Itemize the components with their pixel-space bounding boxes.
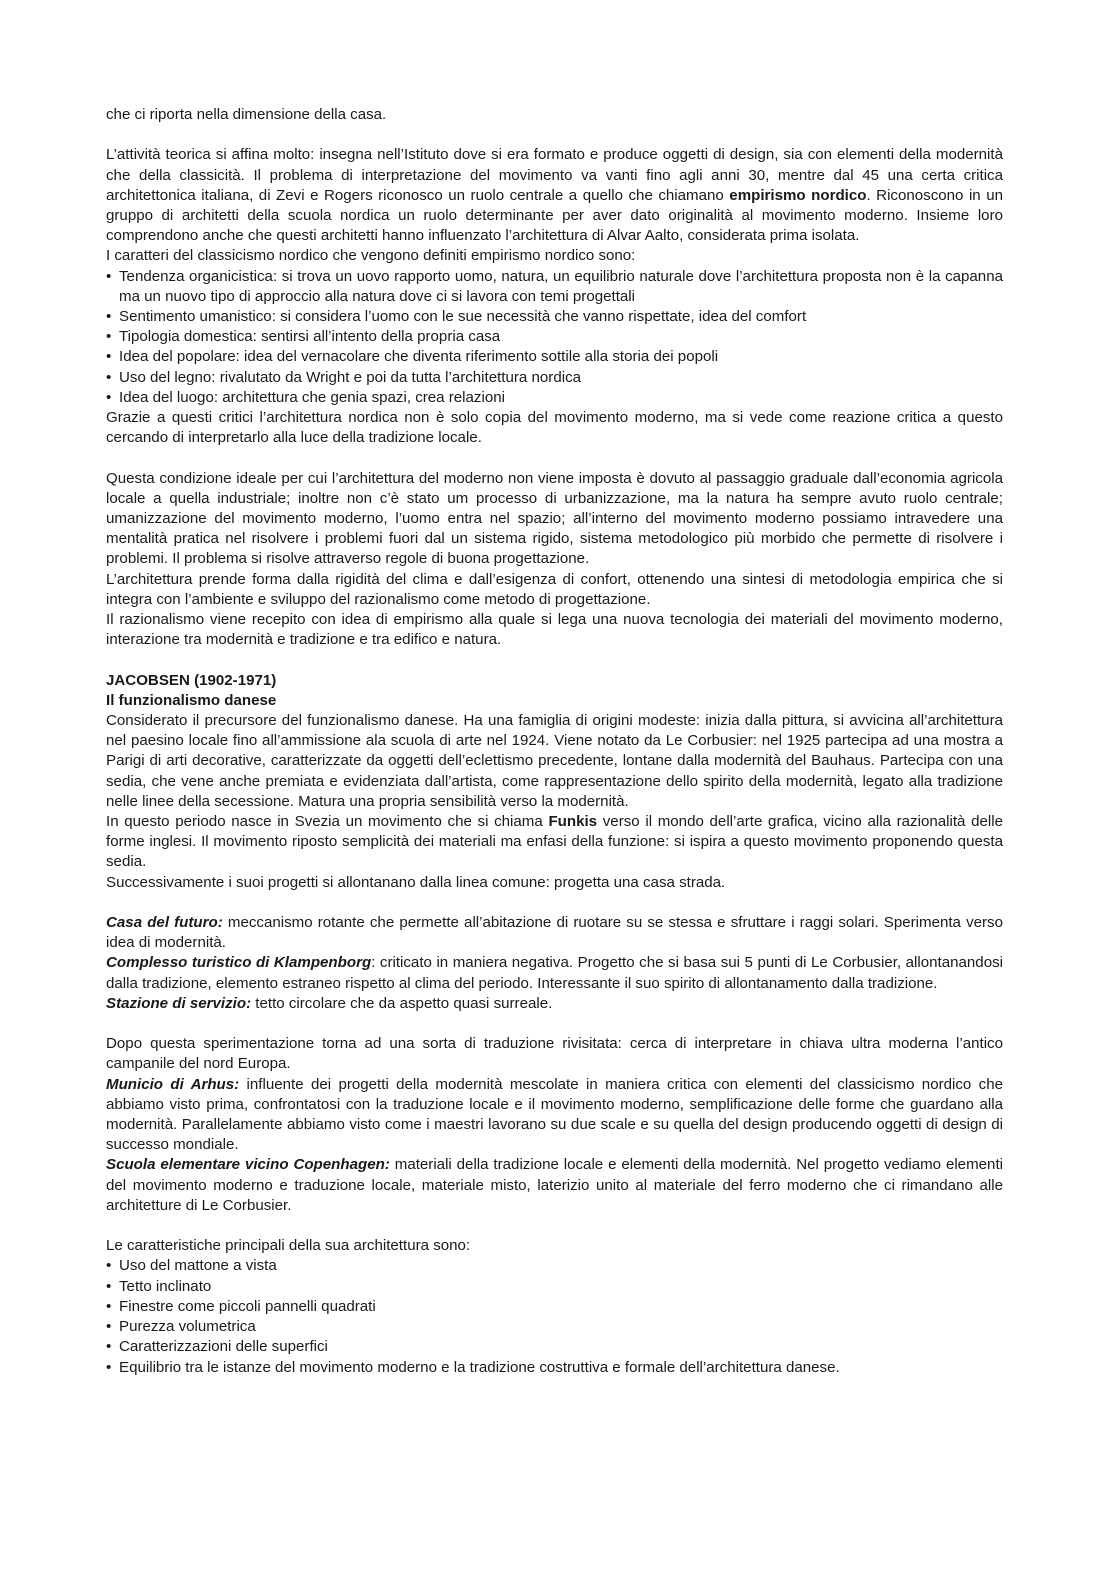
section-title: JACOBSEN (1902-1971): [106, 671, 277, 689]
list-item: • Tetto inclinato: [106, 1277, 1003, 1297]
caratteri-intro: I caratteri del classicismo nordico che vengono definiti empirismo nordico sono:: [106, 247, 636, 265]
work-term: Municio di Arhus:: [106, 1075, 240, 1093]
list-item: • Uso del mattone a vista: [106, 1256, 1003, 1276]
paragraph-dopo: Dopo questa sperimentazione torna ad una sorta di traduzione rivisitata: cerca di interpretare in chiava ultra moderna l’antico campanile del nord Europa.: [106, 1035, 1003, 1073]
paragraph-attivita: [106, 145, 1003, 246]
work-casa-del-futuro: [106, 913, 1003, 953]
paragraph-grazie: Grazie a questi critici l’architettura nordica non è solo copia del movimento moderno, ma si vede come reazione critica a questo cercando di interpretarlo alla luce della tradizione locale.: [106, 409, 1003, 447]
paragraph-successivamente: Successivamente i suoi progetti si allontanano dalla linea comune: progetta una casa strada.: [106, 873, 726, 891]
list-item: • Sentimento umanistico: si considera l’uomo con le sue necessità che vanno rispettate, idea del comfort: [106, 307, 1003, 327]
paragraph-architettura: L’architettura prende forma dalla rigidità del clima e dall’esigenza di confort, ottenendo una sintesi di metodologia empirica che si integra con l’ambiente e sviluppo del razionalismo come metodo di progettazione.: [106, 570, 1003, 608]
work-text: : criticato in maniera negativa. Progetto che si basa sui 5 punti di Le Corbusier, allontanandosi dalla tradizione, elemento estraneo rispetto al clima del periodo. Interessante il suo spirito di allontanamento dalla tradizione.: [106, 954, 1003, 992]
work-term: Casa del futuro:: [106, 914, 223, 932]
term-funkis: Funkis: [548, 813, 598, 831]
list-item: • Finestre come piccoli pannelli quadrati: [106, 1297, 1003, 1317]
paragraph-funkis-text-c: verso il mondo dell’arte grafica, vicino alla razionalità delle forme inglesi. Il movimento riposto semplicità dei materiali ma enfasi della funzione: si ispira a questo movimento proponendo questa sedia.: [106, 813, 1003, 871]
work-text: materiali della tradizione locale e elementi della modernità. Nel progetto vediamo elementi del movimento moderno e traduzione locale, materiale misto, laterizio unito al materiale del ferro moderno che ci rimandano alle architetture di Le Corbusier.: [106, 1156, 1003, 1214]
list-item: • Idea del luogo: architettura che genia spazi, crea relazioni: [106, 388, 1003, 408]
section-subtitle: Il funzionalismo danese: [106, 691, 277, 709]
paragraph-condizione: Questa condizione ideale per cui l’architettura del moderno non viene imposta è dovuto al passaggio graduale dall’economia agricola locale a quella industriale; inoltre non c’è stato um processo di urbanizzazione, ma la natura ha sempre avuto ruolo centrale; umanizzazione del movimento moderno, l’uomo entra nel spazio; all’interno del movimento moderno possiamo intravedere una mentalità pratica nel risolvere i problemi fuori dal un sistema rigido, sistema metodologico più morbido che permette di risolvere i problemi. Il problema si risolve attraverso regole di buona progettazione.: [106, 469, 1003, 568]
caratteristiche-intro: Le caratteristiche principali della sua architettura sono:: [106, 1237, 471, 1255]
paragraph-funkis: [106, 812, 1003, 873]
work-text: tetto circolare che da aspetto quasi surreale.: [251, 994, 553, 1012]
work-scuola-copenhagen: [106, 1155, 1003, 1216]
list-item: • Tipologia domestica: sentirsi all’intento della propria casa: [106, 327, 1003, 347]
document-page: [106, 105, 1003, 1378]
paragraph-razionalismo: Il razionalismo viene recepito con idea di empirismo alla quale si lega una nuova tecnologia dei materiali del movimento moderno, interazione tra modernità e tradizione e tra edifico e natura.: [106, 611, 1003, 649]
work-municipio-arhus: [106, 1075, 1003, 1156]
work-term: Complesso turistico di Klampenborg: [106, 954, 372, 972]
intro-line: che ci riporta nella dimensione della casa.: [106, 106, 387, 123]
list-item: • Tendenza organicistica: si trova un uovo rapporto uomo, natura, un equilibrio naturale dove l’architettura proposta non è la capanna ma un nuovo tipo di approccio alla natura dove ci si lavora con temi progettali: [106, 267, 1003, 307]
paragraph-considerato: Considerato il precursore del funzionalismo danese. Ha una famiglia di origini modeste: inizia dalla pittura, si avvicina all’architettura nel paesino locale fino all’ammissione ala scuola di arte nel 1924. Viene notato da Le Corbusier: nel 1925 partecipa ad una mostra a Parigi di arti decorative, caratterizzate da oggetti dell’eclettismo precedente, lontane dalla modernità del Bauhaus. Partecipa con una sedia, che vene anche premiata e evidenziata dall’artista, come rappresentazione dello spirito della modernità, legato alla tradizione nelle linee della secessione. Matura una propria sensibilità verso la modernità.: [106, 712, 1003, 810]
work-text: meccanismo rotante che permette all’abitazione di ruotare su se stessa e sfruttare i raggi solari. Sperimenta verso idea di modernità.: [106, 914, 1003, 952]
term-empirismo-nordico: empirismo nordico: [729, 186, 867, 204]
list-item: • Purezza volumetrica: [106, 1317, 1003, 1337]
list-item: • Equilibrio tra le istanze del movimento moderno e la tradizione costruttiva e formale dell’architettura danese.: [106, 1358, 1003, 1378]
work-text: influente dei progetti della modernità mescolate in maniera critica con elementi del classicismo nordico che abbiamo visto prima, confrontatosi con la traduzione locale e il movimento moderno, semplificazione delle forme che guardano alla modernità. Parallelamente abbiamo visto come i maestri lavorano su due scale e su quella del design producendo oggetti di design di successo mondiale.: [106, 1075, 1003, 1154]
work-klampenborg: [106, 953, 1003, 993]
work-term: Scuola elementare vicino Copenhagen:: [106, 1156, 390, 1174]
paragraph-attivita-text-c: . Riconoscono in un gruppo di architetti della scuola nordica un ruolo determinante per aver dato originalità al movimento moderno. Insieme loro comprendono anche che questi architetti hanno influenzato l’architettura di Alvar Aalto, considerata prima isolata.: [106, 186, 1003, 245]
paragraph-funkis-text-a: In questo periodo nasce in Svezia un movimento che si chiama: [106, 813, 549, 831]
work-term: Stazione di servizio:: [106, 994, 252, 1012]
paragraph-attivita-text-a: L’attività teorica si affina molto: insegna nell’Istituto dove si era formato e produce oggetti di design, sia con elementi della modernità che della classicità. Il problema di interpretazione del movimento va vanti fino agli anni 30, mentre dal 45 una certa critica architettonica italiana, di Zevi e Rogers riconosco un ruolo centrale a quello che chiamano: [106, 146, 1003, 204]
list-item: • Uso del legno: rivalutato da Wright e poi da tutta l’architettura nordica: [106, 368, 1003, 388]
list-item: • Caratterizzazioni delle superfici: [106, 1337, 1003, 1357]
work-stazione: [106, 994, 1003, 1014]
list-item: • Idea del popolare: idea del vernacolare che diventa riferimento sottile alla storia dei popoli: [106, 347, 1003, 367]
